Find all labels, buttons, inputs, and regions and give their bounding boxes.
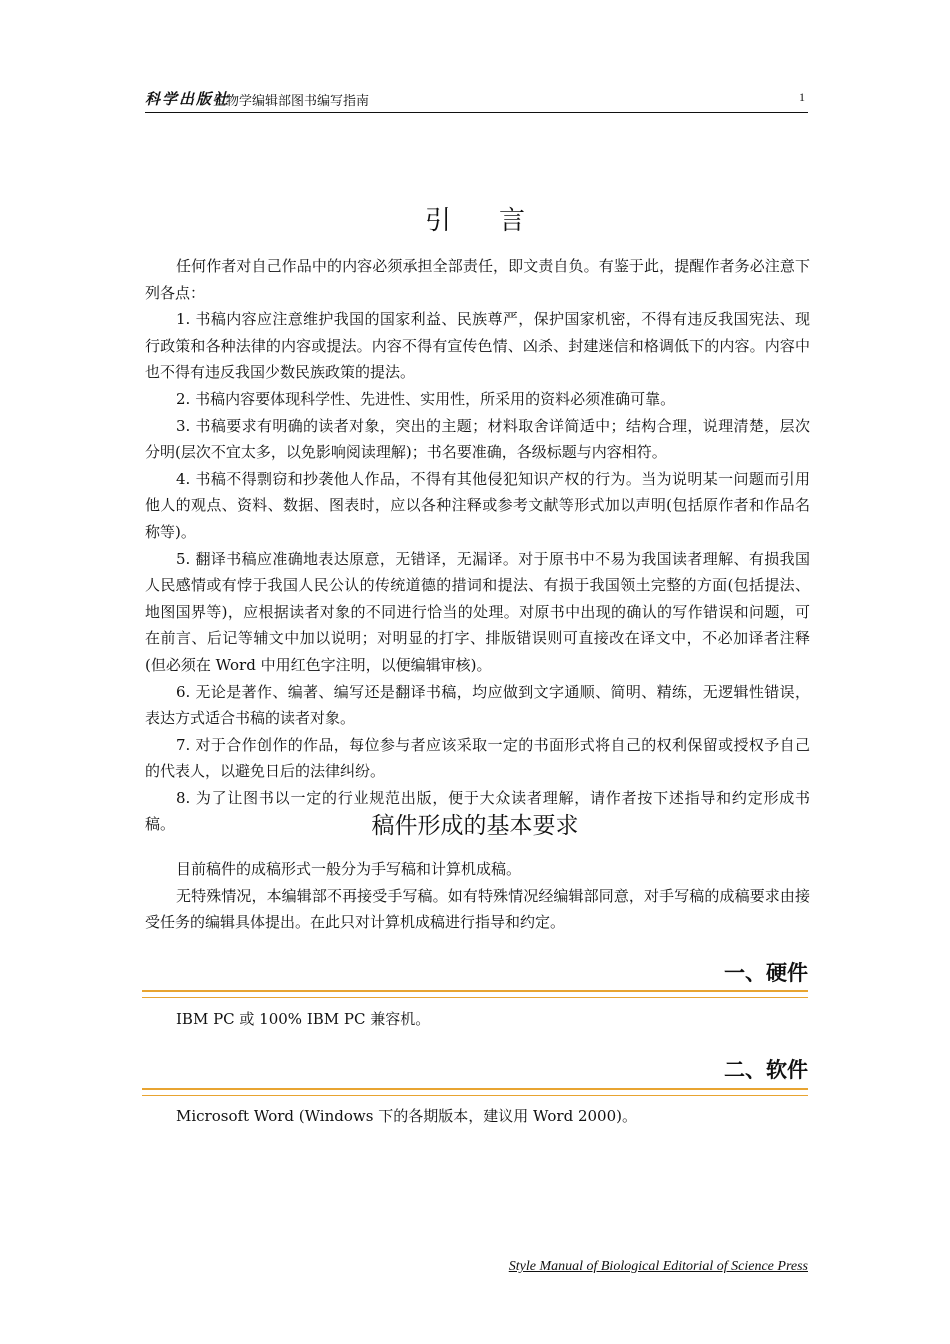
intro-title: 引言 — [424, 206, 573, 236]
page-footer: Style Manual of Biological Editorial of Science Press — [508, 1259, 808, 1274]
header-subtitle: 生物学编辑部图书编写指南 — [213, 94, 370, 109]
page-number: 1 — [799, 90, 805, 104]
software-divider — [142, 1088, 808, 1096]
paragraph: 任何作者对自己作品中的内容必须承担全部责任，即文责自负。有鉴于此，提醒作者务必注意下列各点： — [145, 257, 810, 302]
hardware-text: IBM PC 或 100% IBM PC 兼容机。 — [176, 1010, 431, 1028]
publisher-logo: 科学出版社 — [145, 90, 231, 108]
paragraph: 2. 书稿内容要体现科学性、先进性、实用性，所采用的资料必须准确可靠。 — [176, 389, 676, 408]
intro-body — [145, 253, 810, 838]
software-heading: 二、软件 — [724, 1058, 808, 1082]
paragraph: 5. 翻译书稿应准确地表达原意，无错译，无漏译。对于原书中不易为我国读者理解、有损我国人民感情或有悖于我国人民公认的传统道德的措词和提法、有损于我国领土完整的方面(包括提法、地图国界等)，应根据读者对象的不同进行恰当的处理。对原书中出现的确认的写作错误和问题，可在前言、后记等辅文中加以说明；对明显的打字、排版错误则可直接改在译文中，不必加译者注释(但必须在 Word 中用红色字注明，以便编辑审核)。 — [145, 549, 810, 674]
section-title: 稿件形成的基本要求 — [371, 813, 579, 839]
software-text: Microsoft Word (Windows 下的各期版本，建议用 Word 2000)。 — [176, 1107, 637, 1125]
paragraph: 无特殊情况，本编辑部不再接受手写稿。如有特殊情况经编辑部同意，对手写稿的成稿要求由接受任务的编辑具体提出。在此只对计算机成稿进行指导和约定。 — [145, 886, 810, 932]
basics-body — [145, 856, 810, 936]
paragraph: 4. 书稿不得剽窃和抄袭他人作品，不得有其他侵犯知识产权的行为。当为说明某一问题而引用他人的观点、资料、数据、图表时，应以各种注释或参考文献等形式加以声明(包括原作者和作品名称等)。 — [145, 469, 810, 541]
paragraph: 7. 对于合作创作的作品，每位参与者应该采取一定的书面形式将自己的权利保留或授权予自己的代表人，以避免日后的法律纠纷。 — [145, 735, 810, 781]
page-header — [145, 84, 808, 113]
paragraph: 1. 书稿内容应注意维护我国的国家利益、民族尊严，保护国家机密，不得有违反我国宪法、现行政策和各种法律的内容或提法。内容不得有宣传色情、凶杀、封建迷信和格调低下的内容。内容中也不得有违反我国少数民族政策的提法。 — [145, 310, 810, 382]
hardware-divider — [142, 990, 808, 998]
paragraph: 8. 为了让图书以一定的行业规范出版，便于大众读者理解，请作者按下述指导和约定形成书稿。 — [145, 788, 810, 834]
paragraph: 3. 书稿要求有明确的读者对象，突出的主题；材料取舍详简适中；结构合理，说理清楚，层次分明(层次不宜太多，以免影响阅读理解)；书名要准确，各级标题与内容相符。 — [145, 416, 810, 462]
paragraph: 目前稿件的成稿形式一般分为手写稿和计算机成稿。 — [176, 860, 522, 878]
paragraph: 6. 无论是著作、编著、编写还是翻译书稿，均应做到文字通顺、简明、精练，无逻辑性错误，表达方式适合书稿的读者对象。 — [145, 682, 810, 728]
hardware-heading: 一、硬件 — [724, 961, 808, 985]
